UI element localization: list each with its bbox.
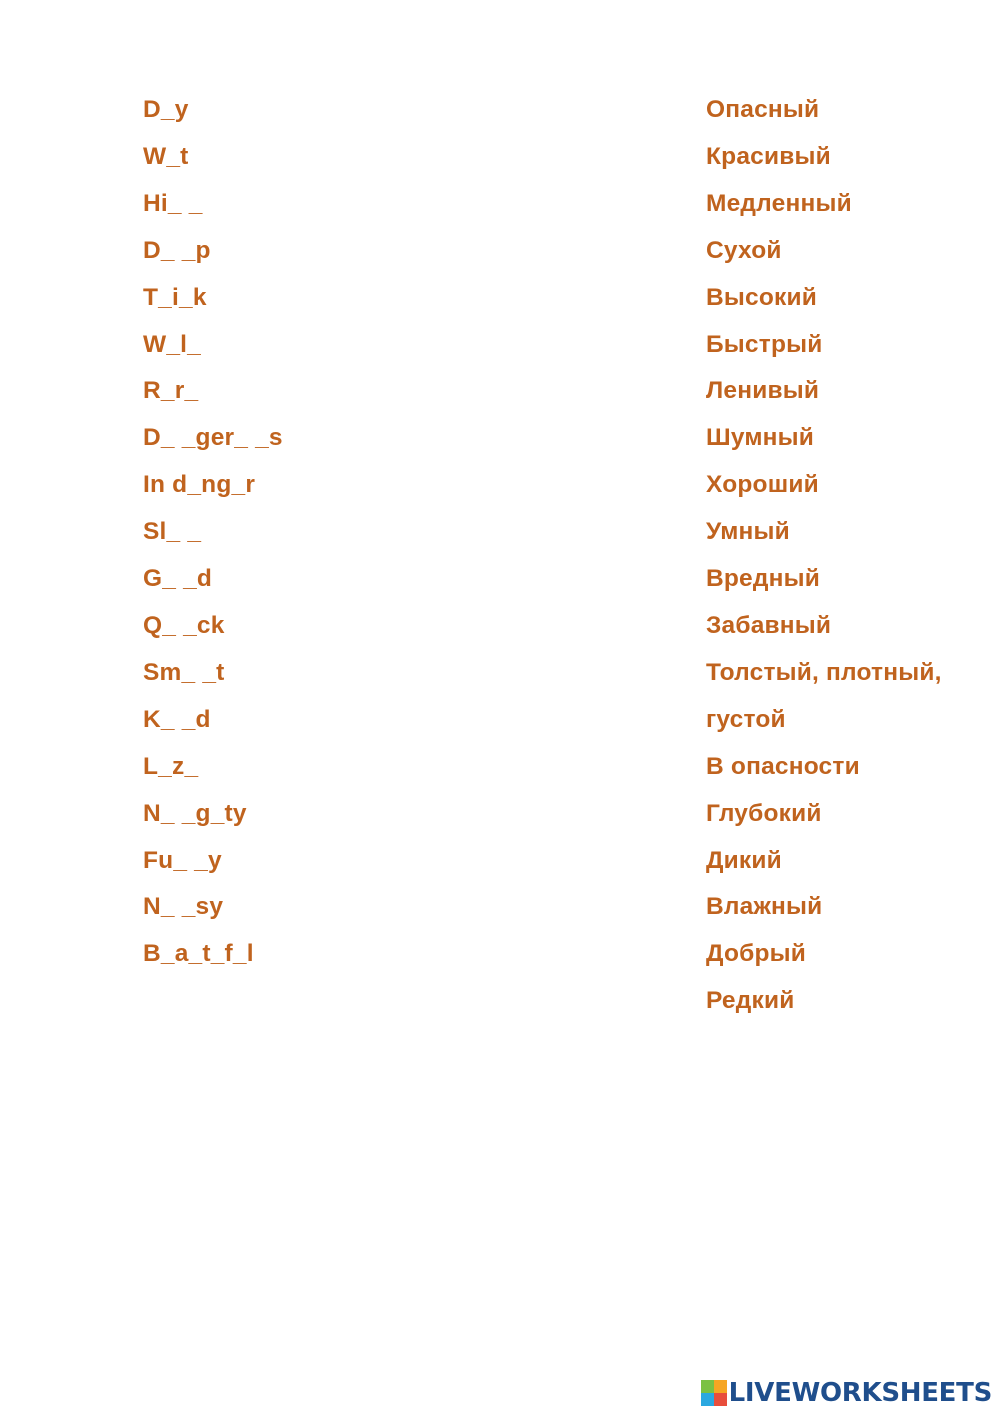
english-word: In d_ng_r	[143, 471, 256, 499]
russian-translation-list	[706, 87, 966, 1025]
english-word: Q_ _ck	[143, 611, 225, 639]
english-word: D_ _p	[143, 236, 211, 264]
english-word: L_z_	[143, 752, 199, 780]
russian-word: Ленивый	[706, 377, 820, 405]
english-word: N_ _sy	[143, 893, 224, 921]
russian-word: Добрый	[706, 940, 807, 968]
english-word: Hi_ _	[143, 189, 203, 217]
russian-word: Дикий	[706, 846, 782, 874]
russian-word: В опасности	[706, 752, 860, 780]
english-word: K_ _d	[143, 705, 211, 733]
english-word: G_ _d	[143, 565, 213, 593]
russian-word: Быстрый	[706, 330, 823, 358]
english-word: T_i_k	[143, 283, 207, 311]
english-word: D_ _ger_ _s	[143, 424, 283, 452]
russian-word: Вредный	[706, 565, 821, 593]
english-word: W_l_	[143, 330, 201, 358]
english-word: Fu_ _y	[143, 846, 222, 874]
russian-word: Опасный	[706, 96, 820, 123]
english-word: B_a_t_f_l	[143, 940, 254, 968]
russian-word: Сухой	[706, 236, 782, 264]
english-word: N_ _g_ty	[143, 799, 247, 827]
liveworksheets-logo-icon	[701, 1380, 727, 1406]
russian-word: Хороший	[706, 471, 819, 499]
russian-word: Толстый, плотный, густой	[706, 658, 942, 733]
russian-word: Высокий	[706, 283, 817, 311]
russian-word: Глубокий	[706, 799, 822, 827]
english-word: Sm_ _t	[143, 658, 225, 686]
russian-word: Медленный	[706, 189, 852, 217]
russian-word: Красивый	[706, 142, 831, 170]
russian-word: Влажный	[706, 893, 823, 921]
russian-word: Умный	[706, 518, 790, 546]
brand-name: LIVEWORKSHEETS	[728, 1378, 992, 1408]
liveworksheets-logo	[701, 1378, 992, 1408]
english-word: D_y	[143, 96, 189, 123]
russian-word: Шумный	[706, 424, 815, 452]
russian-word: Редкий	[706, 987, 795, 1015]
english-word: Sl_ _	[143, 518, 202, 546]
english-word: W_t	[143, 142, 189, 170]
english-word-list	[143, 87, 283, 978]
russian-word: Забавный	[706, 611, 832, 639]
english-word: R_r_	[143, 377, 199, 405]
